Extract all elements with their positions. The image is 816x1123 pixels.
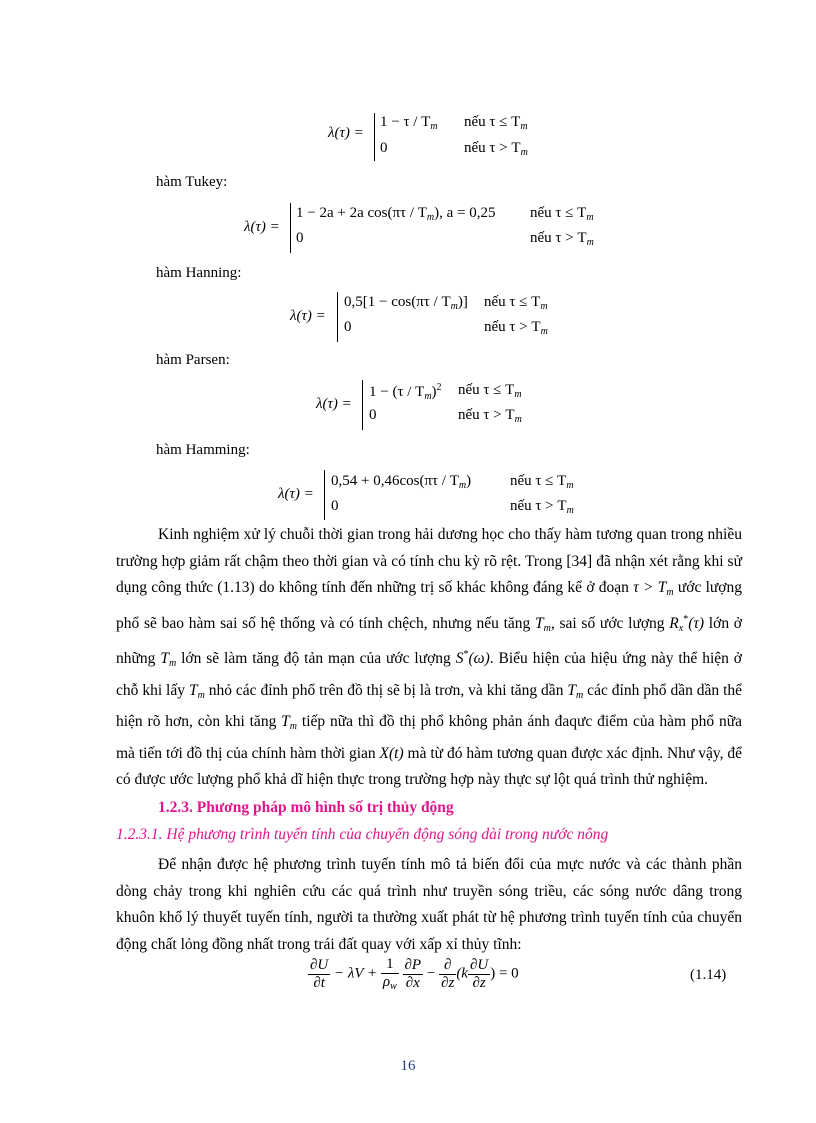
row1-condition: nếu $\tau \le T_m$: [484, 294, 548, 312]
paragraph-linear-equations: Để nhận được hệ phương trình tuyến tính mô tả biến đổi của mực nước và các thành phần dòng chảy trong khi nghiên cứu các quá trình như truyền sóng triều, các sóng nước dâng trong khuôn khổ lý thuyết tuyến tính, người ta thường xuất phát từ hệ phương trình tuyến tính của chuyển động chất lỏng đồng nhất trong trái đất quay với xấp xỉ thủy tĩnh:: [116, 856, 742, 953]
brace-bar: [362, 380, 363, 430]
lhs: λ(τ) =: [278, 486, 314, 502]
row2-condition: nếu $\tau > T_m$: [484, 319, 548, 337]
row2-condition: nếu $\tau > T_m$: [458, 407, 522, 425]
row1-condition: nếu $\tau \le T_m$: [530, 205, 594, 223]
equation-1-14: $\frac{\partial U}{\partial t}$ − λV + $\frac{1}{\rho_w}$ $\frac{\partial P}{\partial x}$ − $\frac{\partial}{\partial z}$ (k $\frac{\partial U}{\partial z}$ ) = 0: [310, 956, 519, 992]
brace-bar: [324, 470, 325, 520]
lhs: λ(τ) =: [328, 125, 364, 141]
row1-condition: nếu $\tau \le T_m$: [510, 473, 574, 491]
row2-expression: 0: [369, 407, 377, 423]
equation-number: (1.14): [690, 967, 727, 983]
row1-condition: nếu $\tau \le T_m$: [458, 382, 522, 400]
row1-expression: 1 − 2a + 2a $\cos(\pi\tau / T_m)$, a = 0,25: [296, 205, 496, 223]
brace-bar: [290, 203, 291, 253]
row2-expression: 0: [380, 140, 388, 156]
row1-condition: nếu $\tau \le T_m$: [464, 114, 528, 132]
paragraph-spectral-estimation: Kinh nghiệm xử lý chuỗi thời gian trong hải dương học cho thấy hàm tương quan trong nhiều trường hợp giảm rất chậm theo thời gian và có tính chu kỳ rõ rệt. Trong [34] đã nhận xét rằng khi sử dụng công thức (1.13) do không tính đến những trị số khác không đáng kể ở đoạn $\tau > T_m$ ước lượng phổ sẽ bao hàm sai số hệ thống và có tính chệch, nhưng nếu tăng $T_m$, sai số ước lượng $R_x^*(\tau)$ lớn ở những $T_m$ lớn sẽ làm tăng độ tản mạn của ước lượng S*(ω). Biểu hiện của hiệu ứng này thể hiện ở chỗ khi lấy $T_m$ nhỏ các đỉnh phổ trên đồ thị sẽ bị là trơn, và khi tăng dần $T_m$ các đỉnh phổ dần dần thể hiện rõ hơn, còn khi tăng $T_m$ tiếp nữa thì đồ thị phổ không phản ánh đaqưc điểm của hàm phổ nữa mà tiến tới đồ thị của chính hàm thời gian X(t) mà từ đó hàm tương quan được xác định. Như vậy, để có được ước lượng phổ khả dĩ hiện thực trong trường hợp này thực sự lột quá trình thử nghiệm.: [116, 526, 743, 788]
row1-expression: $1 - \tau / T_m$: [380, 114, 438, 132]
lhs: λ(τ) =: [244, 219, 280, 235]
lhs: λ(τ) =: [316, 396, 352, 412]
label-tukey: hàm Tukey:: [156, 174, 228, 190]
row2-expression: 0: [331, 498, 339, 514]
row2-condition: nếu $\tau > T_m$: [530, 230, 594, 248]
label-hanning: hàm Hanning:: [156, 265, 242, 281]
row2-condition: nếu $\tau > T_m$: [464, 140, 528, 158]
row1-expression: $0,5[1 - \cos(\pi\tau / T_m)]$: [344, 294, 468, 312]
row2-condition: nếu $\tau > T_m$: [510, 498, 574, 516]
row2-expression: 0: [344, 319, 352, 335]
brace-bar: [337, 292, 338, 342]
label-parsen: hàm Parsen:: [156, 352, 230, 368]
page-number: 16: [400, 1058, 416, 1074]
row1-expression: $0,54 + 0,46\cos(\pi\tau / T_m)$: [331, 473, 472, 491]
row1-expression: $1 - (\tau / T_m)^2$: [369, 382, 442, 402]
subsection-heading: 1.2.3.1. Hệ phương trình tuyến tính của chuyển động sóng dài trong nước nông: [116, 826, 609, 843]
label-hamming: hàm Hamming:: [156, 442, 250, 458]
row2-expression: 0: [296, 230, 304, 246]
section-heading: 1.2.3. Phương pháp mô hình số trị thủy động: [158, 799, 454, 816]
brace-bar: [374, 113, 375, 161]
lhs: λ(τ) =: [290, 308, 326, 324]
